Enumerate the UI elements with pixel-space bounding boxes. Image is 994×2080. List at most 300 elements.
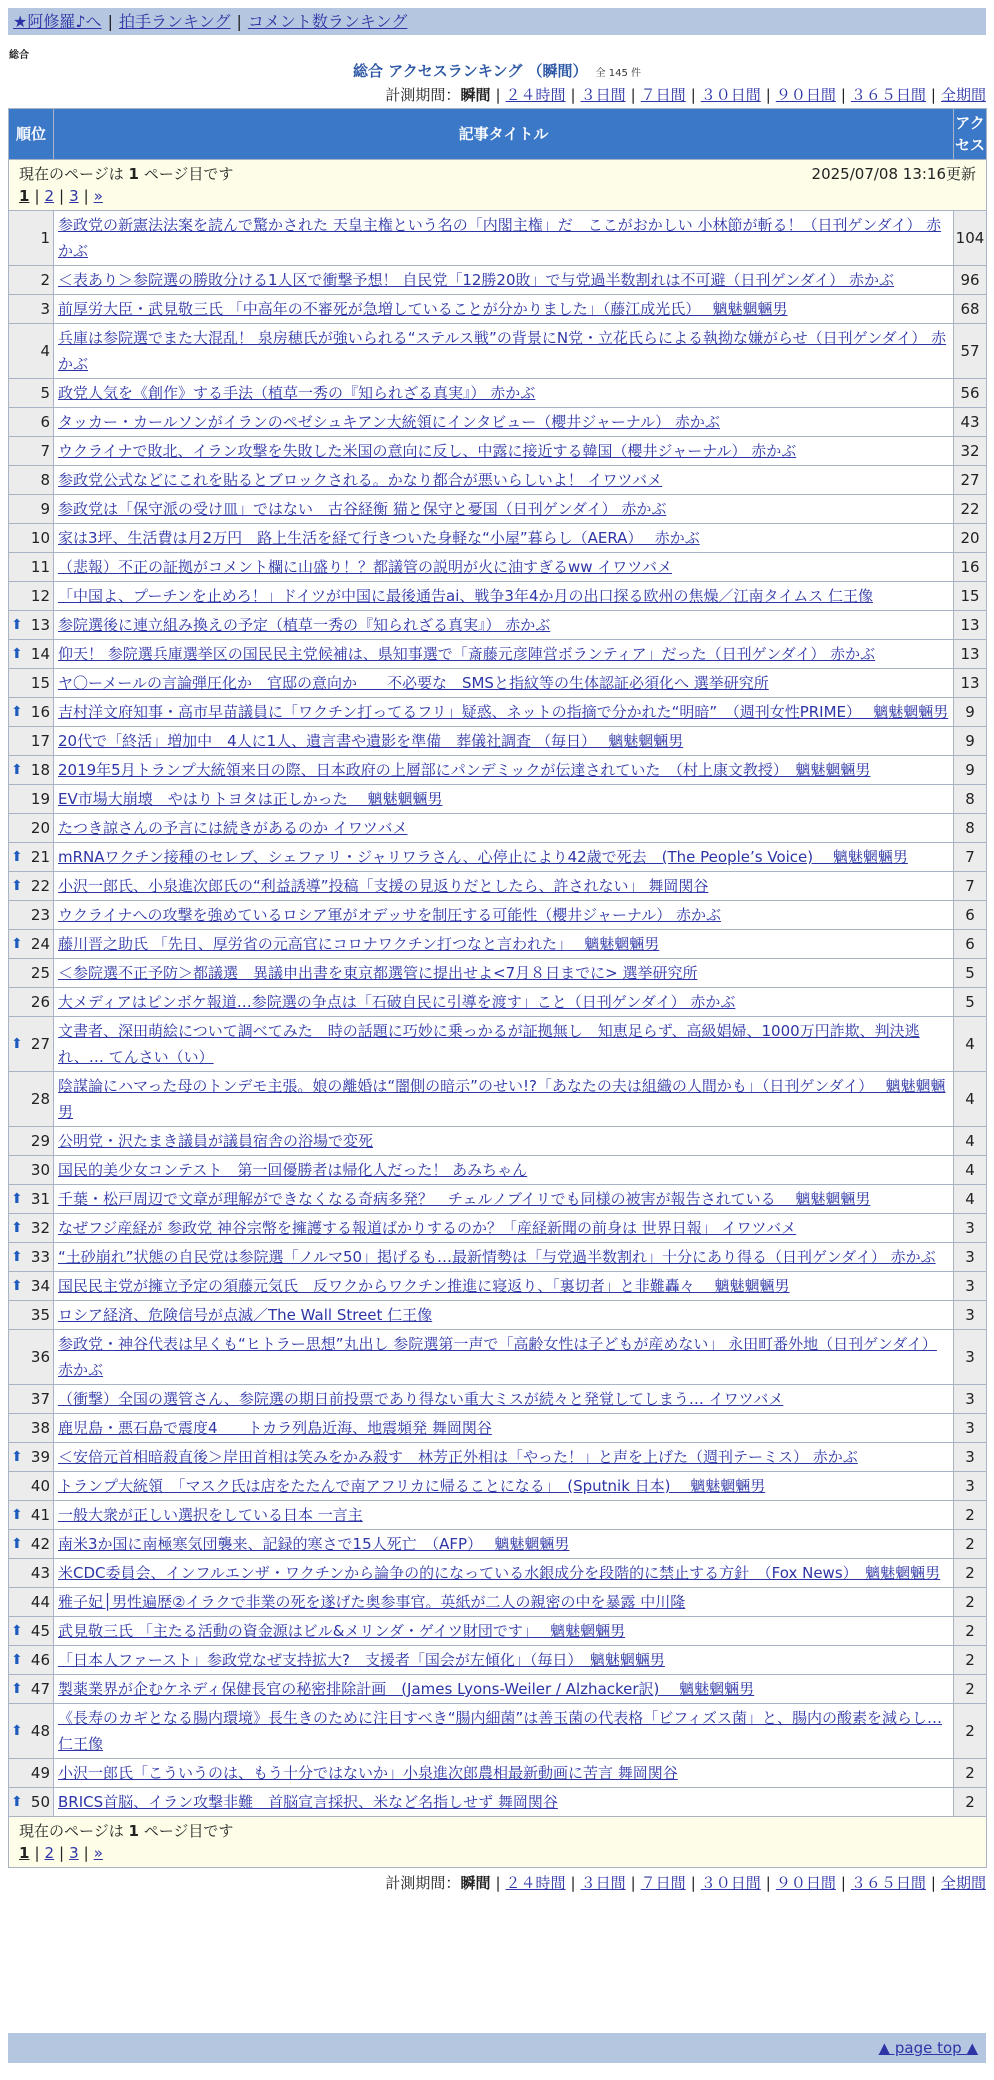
rank-cell bbox=[9, 901, 54, 930]
period-separator: | bbox=[630, 86, 636, 104]
title-cell bbox=[54, 1272, 954, 1301]
article-title-link[interactable]: 武見敬三氏 「主たる活動の資金源はビル&メリンダ・ゲイツ財団です」 魑魅魍魎男 bbox=[58, 1622, 626, 1640]
rank-cell bbox=[9, 408, 54, 437]
title-cell bbox=[54, 1156, 954, 1185]
pager-separator: | bbox=[83, 1844, 89, 1862]
rank-number: 24 bbox=[30, 935, 50, 953]
table-row bbox=[9, 1788, 987, 1817]
table-row bbox=[9, 640, 987, 669]
rank-number: 31 bbox=[30, 1190, 50, 1208]
rank-number: 34 bbox=[30, 1277, 50, 1295]
rank-cell bbox=[9, 930, 54, 959]
table-row bbox=[9, 1017, 987, 1072]
period-link-5[interactable]: ３６５日間 bbox=[850, 86, 926, 104]
title-cell bbox=[54, 611, 954, 640]
period-label: 計測期間： bbox=[385, 1874, 461, 1892]
rank-cell bbox=[9, 1185, 54, 1214]
rank-number: 12 bbox=[30, 587, 50, 605]
item-count: 全 145 件 bbox=[595, 68, 641, 79]
rank-cell bbox=[9, 959, 54, 988]
access-count: 2 bbox=[954, 1788, 987, 1817]
table-row bbox=[9, 1530, 987, 1559]
title-cell bbox=[54, 1788, 954, 1817]
pager-separator: | bbox=[59, 1844, 65, 1862]
ranking-table-wrapper bbox=[8, 108, 986, 1893]
rank-number: 21 bbox=[30, 848, 50, 866]
rank-number: 47 bbox=[30, 1680, 50, 1698]
rank-number: 22 bbox=[30, 877, 50, 895]
rank-number: 16 bbox=[30, 703, 50, 721]
title-cell bbox=[54, 640, 954, 669]
article-title-link[interactable]: 小沢一郎氏、小泉進次郎氏の“利益誘導”投稿「支援の見返りだとしたら、許されない」 舞岡関谷 bbox=[58, 877, 709, 895]
table-row bbox=[9, 1185, 987, 1214]
rank-cell bbox=[9, 379, 54, 408]
access-count: 27 bbox=[954, 466, 987, 495]
rank-cell bbox=[9, 611, 54, 640]
arrow-up-icon: ⬆ bbox=[11, 646, 23, 662]
title-cell bbox=[54, 495, 954, 524]
access-count: 5 bbox=[954, 959, 987, 988]
article-title-link[interactable]: 藤川晋之助氏 「先日、厚労省の元高官にコロナワクチン打つなと言われた」 魑魅魍魎男 bbox=[58, 935, 660, 953]
period-link-6[interactable]: 全期間 bbox=[940, 86, 986, 104]
rank-number: 27 bbox=[30, 1035, 50, 1053]
pager-link-page-3[interactable]: 3 bbox=[69, 1844, 79, 1862]
table-row bbox=[9, 495, 987, 524]
rank-cell bbox=[9, 1759, 54, 1788]
rank-cell bbox=[9, 698, 54, 727]
article-title-link[interactable]: 公明党・沢たまき議員が議員宿舎の浴場で変死 bbox=[58, 1132, 374, 1150]
article-title-link[interactable]: EV市場大崩壊 やはりトヨタは正しかった 魑魅魍魎男 bbox=[58, 790, 443, 808]
title-cell bbox=[54, 988, 954, 1017]
access-count: 16 bbox=[954, 553, 987, 582]
rank-number: 48 bbox=[30, 1722, 50, 1740]
title-cell bbox=[54, 1472, 954, 1501]
title-cell bbox=[54, 1414, 954, 1443]
table-row bbox=[9, 1385, 987, 1414]
arrow-up-icon: ⬆ bbox=[11, 1278, 23, 1294]
title-cell bbox=[54, 266, 954, 295]
period-separator: | bbox=[570, 1874, 576, 1892]
article-title-link[interactable]: 「中国よ、プーチンを止めろ！」ドイツが中国に最後通告ai、戦争3年4か月の出口探る欧州の焦燥／江南タイムス 仁王像 bbox=[58, 587, 873, 605]
access-count: 2 bbox=[954, 1588, 987, 1617]
article-title-link[interactable]: 国民的美少女コンテスト 第一回優勝者は帰化人だった！ あみちゃん bbox=[58, 1161, 528, 1179]
article-title-link[interactable]: 参政党の新憲法法案を読んで驚かされた 天皇主権という名の「内閣主権」だ ここがおかしい 小林節が斬る！（日刊ゲンダイ） 赤かぶ bbox=[58, 216, 942, 260]
table-row bbox=[9, 408, 987, 437]
rank-cell bbox=[9, 1588, 54, 1617]
rank-number: 10 bbox=[30, 529, 50, 547]
access-count: 3 bbox=[954, 1472, 987, 1501]
table-row bbox=[9, 698, 987, 727]
table-row bbox=[9, 814, 987, 843]
title-cell bbox=[54, 785, 954, 814]
rank-number: 32 bbox=[30, 1219, 50, 1237]
article-title-link[interactable]: 陰謀論にハマった母のトンデモ主張。娘の離婚は“闇側の暗示”のせい!?「あなたの夫は組織の人間かも」（日刊ゲンダイ） 魑魅魍魎男 bbox=[58, 1077, 946, 1121]
rank-number: 23 bbox=[30, 906, 50, 924]
rank-number: 1 bbox=[40, 229, 50, 247]
access-count: 9 bbox=[954, 727, 987, 756]
article-title-link[interactable]: 南米3か国に南極寒気団襲来、記録的寒さで15人死亡 （AFP） 魑魅魍魎男 bbox=[58, 1535, 570, 1553]
rank-number: 29 bbox=[30, 1132, 50, 1150]
article-title-link[interactable]: 千葉・松戸周辺で文章が理解ができなくなる奇病多発？ チェルノブイリでも同様の被害が報告されている 魑魅魍魎男 bbox=[58, 1190, 871, 1208]
article-title-link[interactable]: 参政党公式などにこれを貼るとブロックされる。かなり都合が悪いらしいよ！ イワツバメ bbox=[58, 471, 663, 489]
article-title-link[interactable]: 20代で「終活」増加中 4人に1人、遺言書や遺影を準備 葬儀社調査 （毎日） 魑魅魍魎男 bbox=[58, 732, 684, 750]
title-cell bbox=[54, 1588, 954, 1617]
table-row bbox=[9, 959, 987, 988]
rank-cell bbox=[9, 988, 54, 1017]
rank-cell bbox=[9, 1443, 54, 1472]
arrow-up-icon: ⬆ bbox=[11, 1191, 23, 1207]
title-cell bbox=[54, 1127, 954, 1156]
article-title-link[interactable]: たつき諒さんの予言には続きがあるのか イワツバメ bbox=[58, 819, 408, 837]
pager-separator: | bbox=[59, 187, 65, 205]
rank-number: 46 bbox=[30, 1651, 50, 1669]
article-title-link[interactable]: タッカー・カールソンがイランのペゼシュキアン大統領にインタビュー（櫻井ジャーナル） 赤かぶ bbox=[58, 413, 720, 431]
period-link-0[interactable]: ２４時間 bbox=[505, 1874, 566, 1892]
article-title-link[interactable]: 参院選後に連立組み換えの予定（植草一秀の『知られざる真実』） 赤かぶ bbox=[58, 616, 551, 634]
title-column-header: 記事タイトル bbox=[54, 109, 954, 160]
rank-cell bbox=[9, 324, 54, 379]
article-title-link[interactable]: ヤ〇ーメールの言論弾圧化か 官邸の意向か 不必要な SMSと指紋等の生体認証必須化へ 選挙研究所 bbox=[58, 674, 769, 692]
access-count: 96 bbox=[954, 266, 987, 295]
article-title-link[interactable]: 《長寿のカギとなる腸内環境》長生きのために注目すべき“腸内細菌”は善玉菌の代表格「ビフィズス菌」と、腸内の酸素を減らし… 仁王像 bbox=[58, 1709, 943, 1753]
table-row bbox=[9, 1646, 987, 1675]
access-count: 8 bbox=[954, 814, 987, 843]
pager-link-page-2[interactable]: 2 bbox=[44, 187, 55, 205]
rank-cell bbox=[9, 1156, 54, 1185]
rank-cell bbox=[9, 1414, 54, 1443]
rank-number: 18 bbox=[30, 761, 50, 779]
arrow-up-icon: ⬆ bbox=[11, 849, 23, 865]
rank-cell bbox=[9, 553, 54, 582]
rank-cell bbox=[9, 1330, 54, 1385]
rank-cell bbox=[9, 1243, 54, 1272]
period-link-3[interactable]: ３０日間 bbox=[700, 1874, 761, 1892]
period-link-4[interactable]: ９０日間 bbox=[775, 86, 836, 104]
rank-number: 3 bbox=[40, 300, 50, 318]
access-count: 6 bbox=[954, 901, 987, 930]
article-title-link[interactable]: 米CDC委員会、インフルエンザ・ワクチンから論争の的になっている水銀成分を段階的に禁止する方針 （Fox News） 魑魅魍魎男 bbox=[58, 1564, 941, 1582]
table-row bbox=[9, 872, 987, 901]
access-count: 2 bbox=[954, 1759, 987, 1788]
title-cell bbox=[54, 211, 954, 266]
title-cell bbox=[54, 437, 954, 466]
article-title-link[interactable]: 鹿児島・悪石島で震度4 トカラ列島近海、地震頻発 舞岡関谷 bbox=[58, 1419, 492, 1437]
title-cell bbox=[54, 669, 954, 698]
rank-number: 4 bbox=[40, 342, 50, 360]
arrow-up-icon: ⬆ bbox=[11, 1507, 23, 1523]
article-title-link[interactable]: 家は3坪、生活費は月2万円 路上生活を経て行きついた身軽な“小屋”暮らし（AERA） 赤かぶ bbox=[58, 529, 700, 547]
table-row bbox=[9, 1588, 987, 1617]
pager-current-page: 1 bbox=[19, 187, 30, 205]
title-cell bbox=[54, 1185, 954, 1214]
nav-separator: | bbox=[107, 12, 113, 31]
title-cell bbox=[54, 1530, 954, 1559]
period-link-3[interactable]: ３０日間 bbox=[700, 86, 761, 104]
arrow-up-icon: ⬆ bbox=[11, 1036, 23, 1052]
table-row bbox=[9, 988, 987, 1017]
article-title-link[interactable]: 兵庫は参院選でまた大混乱！ 泉房穂氏が強いられる“ステルス戦”の背景にN党・立花氏らによる執拗な嫌がらせ（日刊ゲンダイ） 赤かぶ bbox=[58, 329, 947, 373]
arrow-up-icon: ⬆ bbox=[11, 1623, 23, 1639]
page-info-cell-bottom bbox=[9, 1817, 987, 1868]
rank-cell bbox=[9, 1617, 54, 1646]
category-label: 総合 bbox=[9, 50, 29, 61]
rank-cell bbox=[9, 756, 54, 785]
rank-number: 39 bbox=[30, 1448, 50, 1466]
pager-next-link[interactable]: » bbox=[93, 187, 103, 205]
rank-number: 25 bbox=[30, 964, 50, 982]
title-cell bbox=[54, 1017, 954, 1072]
rank-cell bbox=[9, 872, 54, 901]
table-row bbox=[9, 582, 987, 611]
article-title-link[interactable]: トランプ大統領 「マスク氏は店をたたんで南アフリカに帰ることになる」 (Sputnik 日本) 魑魅魍魎男 bbox=[58, 1477, 766, 1495]
rank-cell bbox=[9, 1530, 54, 1559]
access-count: 32 bbox=[954, 437, 987, 466]
table-row bbox=[9, 611, 987, 640]
title-cell bbox=[54, 814, 954, 843]
table-row bbox=[9, 669, 987, 698]
arrow-up-icon: ⬆ bbox=[11, 1681, 23, 1697]
rank-cell bbox=[9, 1301, 54, 1330]
article-title-link[interactable]: （悲報）不正の証拠がコメント欄に山盛り！？都議管の説明が火に油すぎるww イワツバメ bbox=[58, 558, 673, 576]
home-link[interactable]: ★阿修羅♪へ bbox=[13, 12, 102, 31]
period-separator: | bbox=[570, 86, 576, 104]
access-count: 7 bbox=[954, 872, 987, 901]
access-count: 57 bbox=[954, 324, 987, 379]
period-link-6[interactable]: 全期間 bbox=[940, 1874, 986, 1892]
title-cell bbox=[54, 959, 954, 988]
rank-cell bbox=[9, 582, 54, 611]
period-separator: | bbox=[690, 86, 696, 104]
rank-number: 5 bbox=[40, 384, 50, 402]
access-count: 2 bbox=[954, 1646, 987, 1675]
title-cell bbox=[54, 1559, 954, 1588]
period-link-5[interactable]: ３６５日間 bbox=[850, 1874, 926, 1892]
access-count: 7 bbox=[954, 843, 987, 872]
table-row bbox=[9, 1156, 987, 1185]
rank-number: 19 bbox=[30, 790, 50, 808]
article-title-link[interactable]: なぜフジ産経が 参政党 神谷宗幣を擁護する報道ばかりするのか？「産経新聞の前身は 世界日報」 イワツバメ bbox=[58, 1219, 797, 1237]
rank-number: 17 bbox=[30, 732, 50, 750]
rank-number: 9 bbox=[40, 500, 50, 518]
rank-cell bbox=[9, 640, 54, 669]
period-separator: | bbox=[765, 86, 771, 104]
current-page-number: 1 bbox=[128, 1822, 139, 1840]
rank-number: 43 bbox=[30, 1564, 50, 1582]
access-count: 9 bbox=[954, 756, 987, 785]
table-row bbox=[9, 466, 987, 495]
article-title-link[interactable]: 参政党は「保守派の受け皿」ではない 古谷経衡 猫と保守と憂国（日刊ゲンダイ） 赤かぶ bbox=[58, 500, 667, 518]
title-cell bbox=[54, 872, 954, 901]
title-cell bbox=[54, 1759, 954, 1788]
article-title-link[interactable]: 前厚労大臣・武見敬三氏 「中高年の不審死が急増していることが分かりました」（藤江成光氏） 魑魅魍魎男 bbox=[58, 300, 788, 318]
article-title-link[interactable]: ロシア経済、危険信号が点滅／The Wall Street 仁王像 bbox=[58, 1306, 433, 1324]
table-row bbox=[9, 1443, 987, 1472]
clap-ranking-link[interactable]: 拍手ランキング bbox=[118, 12, 231, 31]
rank-number: 35 bbox=[30, 1306, 50, 1324]
article-title-link[interactable]: 2019年5月トランプ大統領来日の際、日本政府の上層部にパンデミックが伝達されていた （村上康文教授） 魑魅魍魎男 bbox=[58, 761, 871, 779]
title-cell bbox=[54, 582, 954, 611]
article-title-link[interactable]: ＜安倍元首相暗殺直後＞岸田首相は笑みをかみ殺す 林芳正外相は「やった！」と声を上げた（週刊テーミス） 赤かぶ bbox=[58, 1448, 858, 1466]
page-info-row-bottom bbox=[9, 1817, 987, 1868]
period-separator: | bbox=[495, 1874, 501, 1892]
table-row bbox=[9, 756, 987, 785]
period-link-0[interactable]: ２４時間 bbox=[505, 86, 566, 104]
period-selector-bottom bbox=[8, 1872, 986, 1893]
page-top-link[interactable]: ▲ page top ▲ bbox=[878, 2039, 978, 2057]
pager-separator: | bbox=[83, 187, 89, 205]
rank-number: 37 bbox=[30, 1390, 50, 1408]
rank-number: 6 bbox=[40, 413, 50, 431]
access-count: 104 bbox=[954, 211, 987, 266]
access-count: 4 bbox=[954, 1185, 987, 1214]
table-row bbox=[9, 1072, 987, 1127]
title-cell bbox=[54, 727, 954, 756]
article-title-link[interactable]: 文書者、深田萌絵について調べてみた 時の話題に巧妙に乗っかるが証拠無し 知恵足らず、高級娼婦、1000万円詐欺、判決逃れ、… てんさい（い） bbox=[58, 1022, 920, 1066]
pager-next-link[interactable]: » bbox=[93, 1844, 103, 1862]
rank-number: 36 bbox=[30, 1348, 50, 1366]
page-status-prefix: 現在のページは bbox=[19, 1822, 124, 1840]
period-link-2[interactable]: ７日間 bbox=[640, 1874, 686, 1892]
article-title-link[interactable]: （衝撃）全国の選管さん、参院選の期日前投票であり得ない重大ミスが続々と発覚してしまう… イワツバメ bbox=[58, 1390, 784, 1408]
access-count: 4 bbox=[954, 1156, 987, 1185]
updated-timestamp: 2025/07/08 13:16更新 bbox=[811, 165, 976, 183]
article-title-link[interactable]: “土砂崩れ”状態の自民党は参院選「ノルマ50」掲げるも…最新情勢は「与党過半数割れ」十分にあり得る（日刊ゲンダイ） 赤かぶ bbox=[58, 1248, 936, 1266]
title-cell bbox=[54, 698, 954, 727]
arrow-up-icon: ⬆ bbox=[11, 1723, 23, 1739]
access-count: 15 bbox=[954, 582, 987, 611]
arrow-up-icon: ⬆ bbox=[11, 1249, 23, 1265]
access-count: 2 bbox=[954, 1704, 987, 1759]
top-navigation-bar bbox=[8, 8, 986, 35]
rank-cell bbox=[9, 843, 54, 872]
rank-cell bbox=[9, 466, 54, 495]
table-row bbox=[9, 211, 987, 266]
pagination-bottom bbox=[19, 1842, 976, 1864]
access-count: 3 bbox=[954, 1330, 987, 1385]
table-row bbox=[9, 1759, 987, 1788]
rank-cell bbox=[9, 1788, 54, 1817]
rank-number: 41 bbox=[30, 1506, 50, 1524]
comment-ranking-link[interactable]: コメント数ランキング bbox=[247, 12, 408, 31]
article-title-link[interactable]: ＜参院選不正予防＞都議選 異議申出書を東京都選管に提出せよ<7月８日までに> 選挙研究所 bbox=[58, 964, 698, 982]
rank-cell bbox=[9, 1675, 54, 1704]
article-title-link[interactable]: 仰天！ 参院選兵庫選挙区の国民民主党候補は、県知事選で「斎藤元彦陣営ボランティア」だった（日刊ゲンダイ） 赤かぶ bbox=[58, 645, 876, 663]
article-title-link[interactable]: ＜表あり＞参院選の勝敗分ける1人区で衝撃予想！ 自民党「12勝20敗」で与党過半数割れは不可避（日刊ゲンダイ） 赤かぶ bbox=[58, 271, 895, 289]
access-count: 8 bbox=[954, 785, 987, 814]
period-label: 計測期間： bbox=[385, 86, 461, 104]
access-count: 43 bbox=[954, 408, 987, 437]
article-title-link[interactable]: 「日本人ファースト」参政党なぜ支持拡大? 支援者「国会が左傾化」（毎日） 魑魅魍魎男 bbox=[58, 1651, 665, 1669]
arrow-up-icon: ⬆ bbox=[11, 1449, 23, 1465]
period-link-1[interactable]: ３日間 bbox=[580, 1874, 626, 1892]
nav-separator: | bbox=[236, 12, 242, 31]
rank-number: 40 bbox=[30, 1477, 50, 1495]
article-title-link[interactable]: BRICS首脳、イラン攻撃非難 首脳宣言採択、米など名指しせず 舞岡関谷 bbox=[58, 1793, 558, 1811]
page-status-suffix: ページ目です bbox=[143, 1822, 234, 1840]
title-cell bbox=[54, 1214, 954, 1243]
table-row bbox=[9, 437, 987, 466]
table-row bbox=[9, 785, 987, 814]
article-title-link[interactable]: 大メディアはピンボケ報道…参院選の争点は「石破自民に引導を渡す」こと（日刊ゲンダイ） 赤かぶ bbox=[58, 993, 736, 1011]
page-info-row bbox=[9, 160, 987, 211]
article-title-link[interactable]: 吉村洋文府知事・高市早苗議員に「ワクチン打ってるフリ」疑惑、ネットの指摘で分かれた“明暗” （週刊女性PRIME） 魑魅魍魎男 bbox=[58, 703, 949, 721]
access-count: 4 bbox=[954, 1127, 987, 1156]
rank-cell bbox=[9, 1214, 54, 1243]
arrow-up-icon: ⬆ bbox=[11, 1536, 23, 1552]
period-separator: | bbox=[495, 86, 501, 104]
title-cell bbox=[54, 524, 954, 553]
rank-number: 8 bbox=[40, 471, 50, 489]
rank-number: 26 bbox=[30, 993, 50, 1011]
page-status-suffix: ページ目です bbox=[143, 165, 234, 183]
period-link-2[interactable]: ７日間 bbox=[640, 86, 686, 104]
article-title-link[interactable]: 参政党・神谷代表は早くも“ヒトラー思想”丸出し 参院選第一声で「高齢女性は子どもが産めない」 永田町番外地（日刊ゲンダイ） 赤かぶ bbox=[58, 1335, 937, 1379]
arrow-up-icon: ⬆ bbox=[11, 878, 23, 894]
arrow-up-icon: ⬆ bbox=[11, 1652, 23, 1668]
access-count: 3 bbox=[954, 1414, 987, 1443]
rank-cell bbox=[9, 1704, 54, 1759]
bottom-bar bbox=[8, 2033, 986, 2063]
access-count: 13 bbox=[954, 669, 987, 698]
period-link-4[interactable]: ９０日間 bbox=[775, 1874, 836, 1892]
title-cell bbox=[54, 756, 954, 785]
access-count: 56 bbox=[954, 379, 987, 408]
table-row bbox=[9, 1301, 987, 1330]
access-count: 4 bbox=[954, 1072, 987, 1127]
article-title-link[interactable]: 政党人気を《創作》する手法（植草一秀の『知られざる真実』） 赤かぶ bbox=[58, 384, 536, 402]
access-count: 6 bbox=[954, 930, 987, 959]
access-count: 3 bbox=[954, 1443, 987, 1472]
title-cell bbox=[54, 930, 954, 959]
rank-cell bbox=[9, 727, 54, 756]
title-cell bbox=[54, 1330, 954, 1385]
period-link-1[interactable]: ３日間 bbox=[580, 86, 626, 104]
article-title-link[interactable]: 雅子妃│男性遍歴②イラクで非業の死を遂げた奥参事官。英紙が二人の親密の中を暴露 中川隆 bbox=[58, 1593, 686, 1611]
article-title-link[interactable]: 国民民主党が擁立予定の須藤元気氏 反ワクからワクチン推進に寝返り、「裏切者」と非難轟々 魑魅魍魎男 bbox=[58, 1277, 790, 1295]
rank-cell bbox=[9, 266, 54, 295]
rank-cell bbox=[9, 1072, 54, 1127]
title-cell bbox=[54, 379, 954, 408]
article-title-link[interactable]: 製薬業界が企むケネディ保健長官の秘密排除計画 (James Lyons-Weiler / Alzhacker訳) 魑魅魍魎男 bbox=[58, 1680, 755, 1698]
table-row bbox=[9, 1501, 987, 1530]
article-title-link[interactable]: 一般大衆が正しい選択をしている日本 一言主 bbox=[58, 1506, 363, 1524]
title-cell bbox=[54, 466, 954, 495]
table-row bbox=[9, 524, 987, 553]
rank-cell bbox=[9, 814, 54, 843]
pager-link-page-3[interactable]: 3 bbox=[69, 187, 79, 205]
title-cell bbox=[54, 1385, 954, 1414]
article-title-link[interactable]: mRNAワクチン接種のセレブ、シェファリ・ジャリワラさん、心停止により42歳で死去 (The People’s Voice) 魑魅魍魎男 bbox=[58, 848, 908, 866]
table-row bbox=[9, 1243, 987, 1272]
rank-number: 45 bbox=[30, 1622, 50, 1640]
ranking-table bbox=[8, 108, 987, 1868]
period-separator: | bbox=[630, 1874, 636, 1892]
table-header-row bbox=[9, 109, 987, 160]
article-title-link[interactable]: ウクライナへの攻撃を強めているロシア軍がオデッサを制圧する可能性（櫻井ジャーナル） 赤かぶ bbox=[58, 906, 721, 924]
rank-number: 44 bbox=[30, 1593, 50, 1611]
table-row bbox=[9, 1330, 987, 1385]
table-row bbox=[9, 1472, 987, 1501]
title-cell bbox=[54, 843, 954, 872]
article-title-link[interactable]: 小沢一郎氏「こういうのは、もう十分ではないか」小泉進次郎農相最新動画に苦言 舞岡関谷 bbox=[58, 1764, 678, 1782]
period-selector-top bbox=[385, 84, 986, 105]
pager-link-page-2[interactable]: 2 bbox=[44, 1844, 55, 1862]
rank-cell bbox=[9, 1472, 54, 1501]
page-status-text-bottom bbox=[19, 1820, 976, 1842]
article-title-link[interactable]: ウクライナで敗北、イラン攻撃を失敗した米国の意向に反し、中露に接近する韓国（櫻井ジャーナル） 赤かぶ bbox=[58, 442, 797, 460]
arrow-up-icon: ⬆ bbox=[11, 617, 23, 633]
table-row bbox=[9, 324, 987, 379]
